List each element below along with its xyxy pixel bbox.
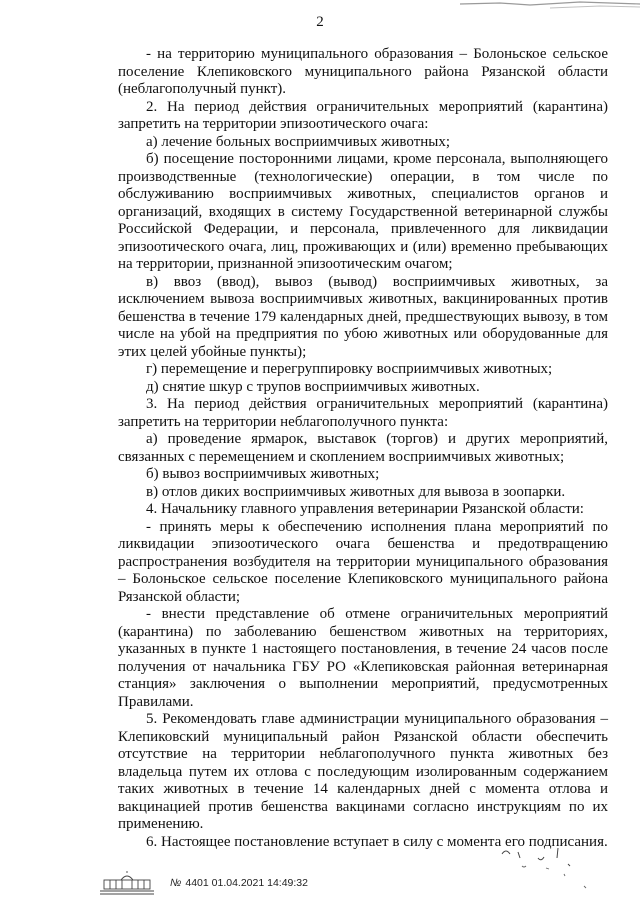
document-registration-stamp xyxy=(170,877,308,889)
paragraph-2v: в) ввоз (ввод), вывоз (вывод) восприимчивых животных, за исключением вывоза восприимчивых животных, вакцинированных против бешенства в течение 179 календарных дней, предшествующих вывозу, в том числе на убой на предприятия по убою животных или оборудованные для этих целей убойные пункты); xyxy=(118,273,608,360)
document-body xyxy=(118,46,608,851)
paragraph-3b: б) вывоз восприимчивых животных; xyxy=(146,466,380,482)
paragraph-6: 6. Настоящее постановление вступает в силу с момента его подписания. xyxy=(146,833,608,850)
paragraph-4-heading: 4. Начальнику главного управления ветеринарии Рязанской области: xyxy=(146,501,584,517)
paragraph-3v: в) отлов диких восприимчивых животных для вывоза в зоопарки. xyxy=(146,483,566,500)
paragraph-4-measures: - принять меры к обеспечению исполнения плана мероприятий по ликвидации эпизоотического очага бешенства и предотвращению распространения возбудителя на территории муниципального образования – Болоньское сельское поселение Клепиковского муниципального района Рязанской области; xyxy=(118,518,608,605)
document-footer xyxy=(96,868,308,898)
paragraph-4-representation: - внести представление об отмене ограничительных мероприятий (карантина) по заболеванию бешенством животных на территориях, указанных в пункте 1 настоящего постановления, в течение 24 часов после получения от начальника ГБУ РО «Клепиковская районная ветеринарная станция» заключения о выполнении мероприятий, предусмотренных Правилами. xyxy=(118,606,608,710)
paragraph-2-heading: 2. На период действия ограничительных мероприятий (карантина) запретить на территории эпизоотического очага: xyxy=(118,98,608,132)
paragraph-territory: - на территорию муниципального образования – Болоньское сельское поселение Клепиковского муниципального района Рязанской области (неблагополучный пункт). xyxy=(118,46,608,97)
number-sign: № xyxy=(170,877,182,889)
scan-edge-noise xyxy=(440,0,640,12)
paragraph-2b: б) посещение посторонними лицами, кроме персонала, выполняющего производственные (технологические) операции, в том числе по обслуживанию восприимчивых животных, специалистов органов и организаций, входящих в систему Государственной ветеринарной службы Российской Федерации, и персонала, привлеченного для ликвидации эпизоотического очага, лиц, проживающих и (или) временно пребывающих на территории, признанной эпизоотическим очагом; xyxy=(118,151,608,272)
paragraph-5: 5. Рекомендовать главе администрации муниципального образования – Клепиковский муниципальный район Рязанской области обеспечить отсутствие на территории неблагополучного пункта животных без владельца путем их отлова с последующим изолированным содержанием таких животных в течение 14 календарных дней с момента отлова и вакцинацией против бешенства вакцинами согласно инструкциям по их применению. xyxy=(118,711,608,832)
paragraph-3a: а) проведение ярмарок, выставок (торгов) и других мероприятий, связанных с перемещением и скоплением восприимчивых животных; xyxy=(118,431,608,465)
paragraph-2d: д) снятие шкур с трупов восприимчивых животных. xyxy=(146,378,480,395)
registration-number-datetime: 4401 01.04.2021 14:49:32 xyxy=(185,877,308,889)
page-number: 2 xyxy=(316,14,324,30)
signature-scribble xyxy=(488,834,598,894)
paragraph-2g: г) перемещение и перегруппировку восприимчивых животных; xyxy=(146,361,553,377)
registry-building-stamp-icon xyxy=(96,868,158,898)
paragraph-3-heading: 3. На период действия ограничительных мероприятий (карантина) запретить на территории неблагополучного пункта: xyxy=(118,396,608,430)
paragraph-2a: а) лечение больных восприимчивых животных; xyxy=(146,133,451,150)
